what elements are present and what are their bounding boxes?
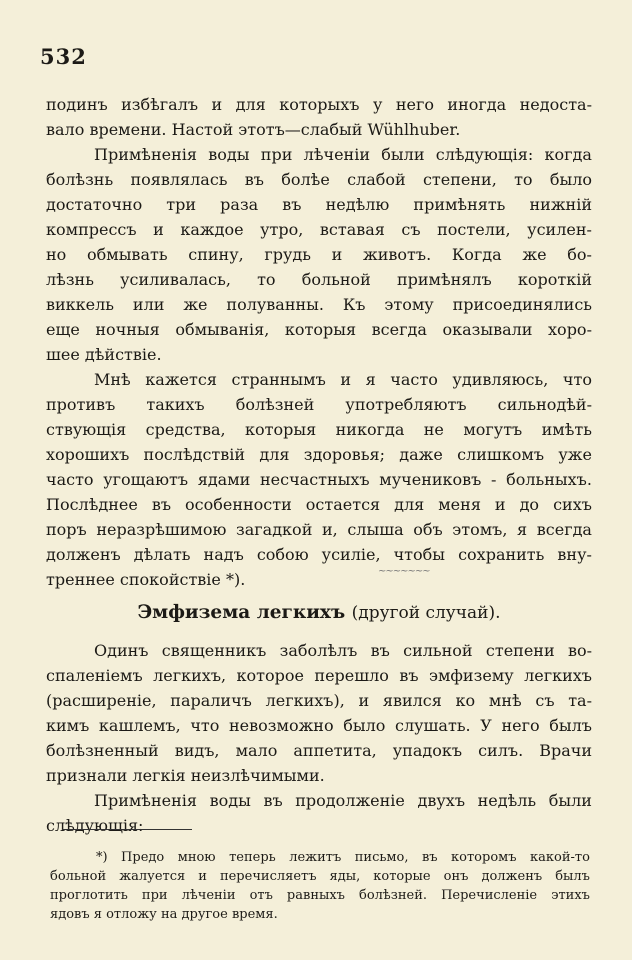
section-paragraph-line: признали легкія неизлѣчимыми. [46,766,325,785]
paragraph-line: Примѣненія воды при лѣченіи были слѣдующія: когда [94,145,592,164]
section-paragraph-line: спаленіемъ легкихъ, которое перешло въ эмфизему легкихъ [46,666,592,685]
section-heading-title: Эмфизема легкихъ [137,602,352,623]
footnote-line: *) Предо мною теперь лежитъ письмо, въ которомъ какой-то [96,850,590,865]
section-paragraph-line: Одинъ священникъ заболѣлъ въ сильной степени во- [94,641,592,660]
paragraph-line: противъ такихъ болѣзней употребляютъ сильнодѣй- [46,395,592,414]
section-paragraph-line: слѣдующія: [46,816,144,835]
footnote-line: проглотить при лѣченіи отъ равныхъ болѣзней. Перечисленіе этихъ [50,888,590,903]
paragraph-line: лѣзнь усиливалась, то больной примѣнялъ короткій [46,270,592,289]
footnote-divider [62,829,192,830]
paragraph-line: Мнѣ кажется страннымъ и я часто удивляюсь, что [94,370,592,389]
paragraph-line: вало времени. Настой этотъ—слабый Wühlhuber. [46,120,461,139]
paragraph-line: виккель или же полуванны. Къ этому присоединялись [46,295,592,314]
paragraph-line: еще ночныя обмыванія, которыя всегда оказывали хоро- [46,320,592,339]
paragraph-line: Послѣднее въ особенности остается для меня и до сихъ [46,495,592,514]
paragraph-line: подинъ избѣгалъ и для которыхъ у него иногда недоста- [46,95,592,114]
paragraph-line: компрессъ и каждое утро, вставая съ постели, усилен- [46,220,592,239]
paragraph-line: треннее спокойствіе *). [46,570,246,589]
paragraph-line: часто угощаютъ ядами несчастныхъ мучениковъ - больныхъ. [46,470,592,489]
paragraph-line: ствующія средства, которыя никогда не могутъ имѣть [46,420,592,439]
footnote-line: больной жалуется и перечисляетъ яды, которые онъ долженъ былъ [50,869,590,884]
section-paragraph-line: болѣзненный видъ, мало аппетита, упадокъ силъ. Врачи [46,741,592,760]
footnote [50,848,590,924]
paragraph-line: поръ неразрѣшимою загадкой и, слыша объ этомъ, я всегда [46,520,592,539]
footnote-line: ядовъ я отложу на другое время. [50,907,278,922]
section-paragraph-line: Примѣненія воды въ продолженіе двухъ недѣль были [94,791,592,810]
paragraph-line: достаточно три раза въ недѣлю примѣнять нижній [46,195,592,214]
section-paragraph-line: (расширеніе, параличъ легкихъ), и явился ко мнѣ съ та- [46,691,592,710]
printer-mark: ~~~~~~~ [378,566,430,577]
section-paragraph-line: кимъ кашлемъ, что невозможно было слушать. У него былъ [46,716,592,735]
page-number: 532 [40,44,87,69]
section-heading [46,600,592,626]
paragraph-line: болѣзнь появлялась въ болѣе слабой степени, то было [46,170,592,189]
body-text [46,92,592,838]
paragraph-line: шее дѣйствіе. [46,345,162,364]
paragraph-line: хорошихъ послѣдствій для здоровья; даже слишкомъ уже [46,445,592,464]
section-heading-subtitle: (другой случай). [351,603,501,623]
paragraph-line: долженъ дѣлать надъ собою усиліе, чтобы сохранить вну- [46,545,592,564]
paragraph-line: но обмывать спину, грудь и животъ. Когда же бо- [46,245,592,264]
